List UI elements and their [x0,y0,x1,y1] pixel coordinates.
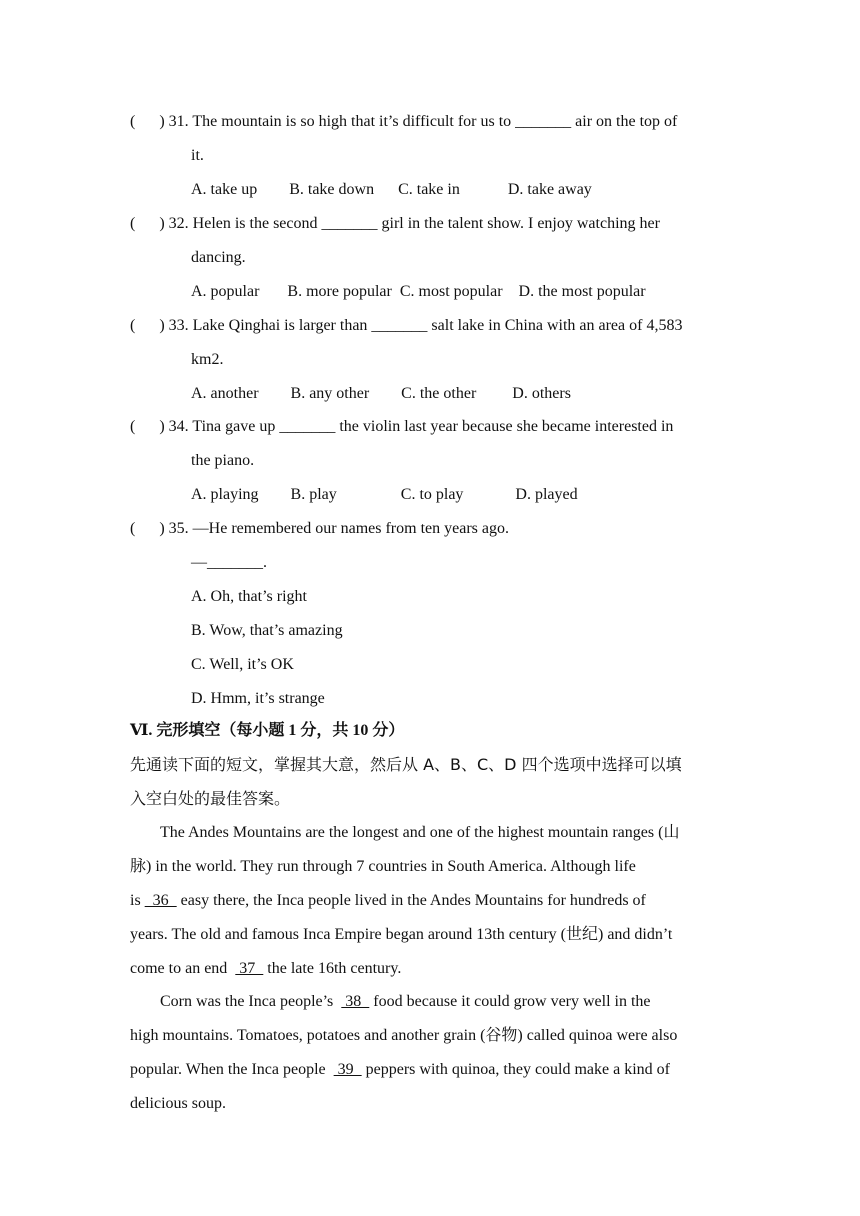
section-heading: Ⅵ. 完形填空（每小题 1 分，共 10 分） [130,722,405,739]
question-35-response-blank: —_______. [191,554,267,571]
question-31-stem: ( ) 31. The mountain is so high that it’s difficult for us to _______ air on the top of [130,113,678,130]
question-34-stem-cont: the piano. [191,452,255,469]
blank-37: 37 [235,960,264,977]
passage-p1-line-5 [130,958,401,980]
question-34-stem: ( ) 34. Tina gave up _______ the violin last year because she became interested in [130,418,674,435]
section-instructions-line-1: 先通读下面的短文，掌握其大意，然后从 A、B、C、D 四个选项中选择可以填 [130,755,682,774]
passage-text: peppers with quinoa, they could make a kind of [361,1061,671,1078]
passage-p1-line-1: The Andes Mountains are the longest and one of the highest mountain ranges (山 [160,824,680,841]
question-35-option-a: A. Oh, that’s right [191,588,307,605]
section-instructions-line-2: 入空白处的最佳答案。 [130,789,291,808]
question-32-options: A. popular B. more popular C. most popular D. the most popular [191,283,646,300]
passage-p2-line-3 [130,1059,670,1081]
blank-39: 39 [333,1061,362,1078]
question-31-stem-cont: it. [191,147,204,164]
question-35-option-d: D. Hmm, it’s strange [191,690,325,707]
passage-p2-line-2: high mountains. Tomatoes, potatoes and another grain (谷物) called quinoa were also [130,1027,678,1044]
passage-p2-line-4: delicious soup. [130,1095,226,1112]
passage-p2-line-1 [160,991,651,1013]
question-35-option-b: B. Wow, that’s amazing [191,622,343,639]
passage-p1-line-2: 脉) in the world. They run through 7 countries in South America. Although life [130,858,636,875]
passage-text: the late 16th century. [263,960,402,977]
question-33-stem-cont: km2. [191,351,224,368]
question-33-stem: ( ) 33. Lake Qinghai is larger than _______ salt lake in China with an area of 4,583 [130,317,683,334]
passage-p1-line-3 [130,890,646,912]
passage-p1-line-4: years. The old and famous Inca Empire began around 13th century (世纪) and didn’t [130,926,673,943]
question-31-options: A. take up B. take down C. take in D. take away [191,181,592,198]
question-34-options: A. playing B. play C. to play D. played [191,486,578,503]
question-33-options: A. another B. any other C. the other D. others [191,385,571,402]
passage-text: come to an end [130,960,236,977]
passage-text: is [130,892,145,909]
passage-text: Corn was the Inca people’s [160,993,342,1010]
question-35-stem: ( ) 35. —He remembered our names from ten years ago. [130,520,509,537]
question-32-stem-cont: dancing. [191,249,246,266]
question-35-option-c: C. Well, it’s OK [191,656,294,673]
passage-text: easy there, the Inca people lived in the Andes Mountains for hundreds of [176,892,646,909]
blank-38: 38 [341,993,370,1010]
blank-36: 36 [144,892,177,909]
question-32-stem: ( ) 32. Helen is the second _______ girl in the talent show. I enjoy watching her [130,215,660,232]
passage-text: food because it could grow very well in the [369,993,651,1010]
passage-text: popular. When the Inca people [130,1061,334,1078]
